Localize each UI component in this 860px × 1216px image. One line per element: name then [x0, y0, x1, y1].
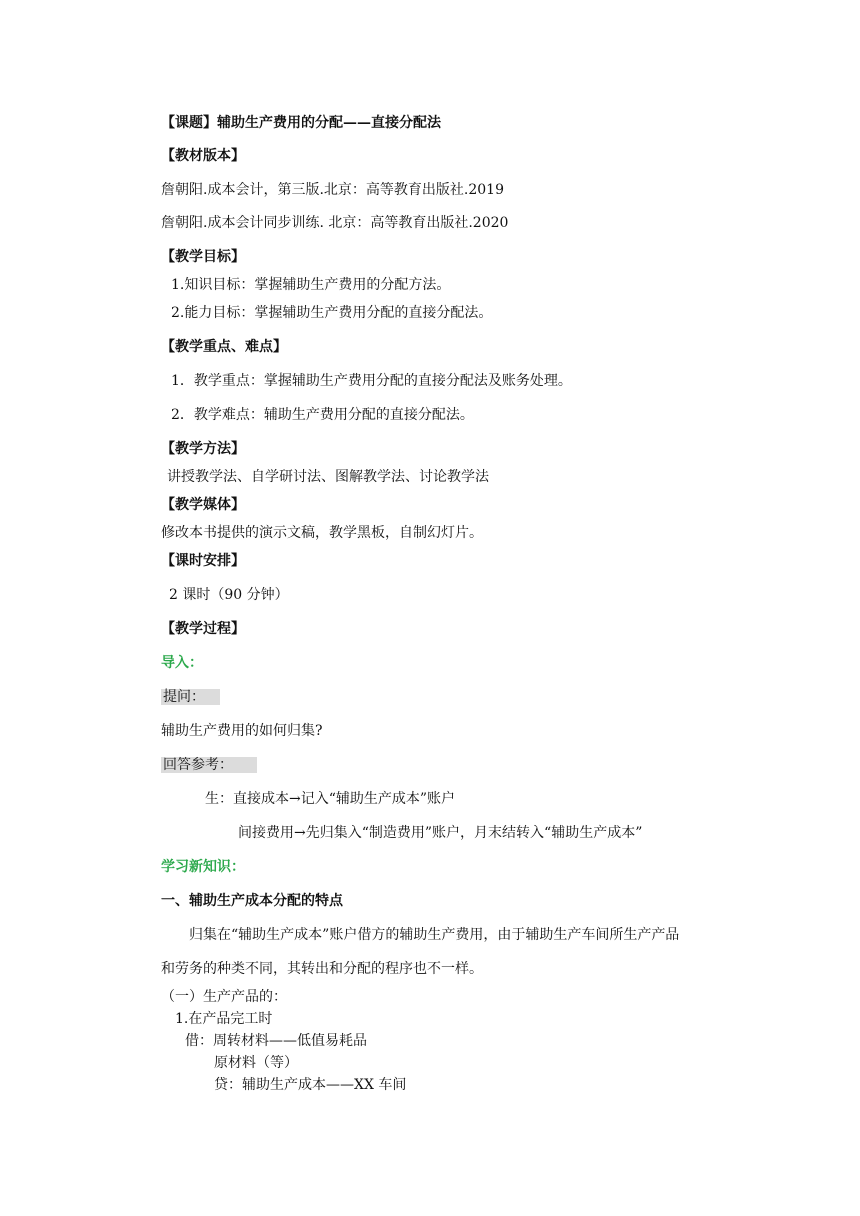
- question-label: 提问：: [161, 688, 220, 706]
- key-points-heading: 【教学重点、难点】: [161, 339, 287, 355]
- media-heading: 【教学媒体】: [161, 497, 245, 513]
- key-point-item: 2．教学难点：辅助生产费用分配的直接分配法。: [171, 407, 474, 423]
- textbook-item: 詹朝阳.成本会计，第三版.北京：高等教育出版社.2019: [161, 182, 504, 198]
- objective-item: 1.知识目标：掌握辅助生产费用的分配方法。: [171, 277, 451, 293]
- journal-debit: 借：周转材料——低值易耗品: [185, 1033, 367, 1049]
- answer-line: 生：直接成本→记入“辅助生产成本”账户: [205, 791, 456, 807]
- answer-label: 回答参考：: [161, 756, 257, 774]
- textbook-heading: 【教材版本】: [161, 148, 245, 164]
- process-heading: 【教学过程】: [161, 621, 245, 637]
- key-point-item: 1．教学重点：掌握辅助生产费用分配的直接分配法及账务处理。: [171, 373, 572, 389]
- objective-item: 2.能力目标：掌握辅助生产费用分配的直接分配法。: [171, 305, 493, 321]
- textbook-item: 詹朝阳.成本会计同步训练. 北京：高等教育出版社.2020: [161, 215, 509, 231]
- schedule-text: 2 课时（90 分钟）: [169, 587, 289, 603]
- objectives-heading: 【教学目标】: [161, 249, 245, 265]
- intro-label: 导入：: [161, 655, 203, 671]
- journal-debit: 原材料（等）: [214, 1055, 298, 1071]
- subsection-heading: （一）生产产品的：: [161, 989, 287, 1005]
- question-text: 辅助生产费用的如何归集?: [161, 723, 323, 739]
- schedule-heading: 【课时安排】: [161, 553, 245, 569]
- new-knowledge-label: 学习新知识：: [161, 859, 245, 875]
- paragraph-line: 归集在“辅助生产成本”账户借方的辅助生产费用，由于辅助生产车间所生产产品: [189, 927, 680, 943]
- section-heading: 一、辅助生产成本分配的特点: [161, 893, 343, 909]
- media-text: 修改本书提供的演示文稿，教学黑板，自制幻灯片。: [161, 525, 483, 541]
- methods-text: 讲授教学法、自学研讨法、图解教学法、讨论教学法: [167, 469, 489, 485]
- paragraph-line: 和劳务的种类不同，其转出和分配的程序也不一样。: [161, 961, 483, 977]
- journal-credit: 贷：辅助生产成本——XX 车间: [214, 1077, 407, 1093]
- answer-line: 间接费用→先归集入“制造费用”账户，月末结转入“辅助生产成本”: [238, 825, 643, 841]
- methods-heading: 【教学方法】: [161, 441, 245, 457]
- lesson-title: 【课题】辅助生产费用的分配——直接分配法: [161, 115, 441, 131]
- subsection-item: 1.在产品完工时: [175, 1011, 273, 1027]
